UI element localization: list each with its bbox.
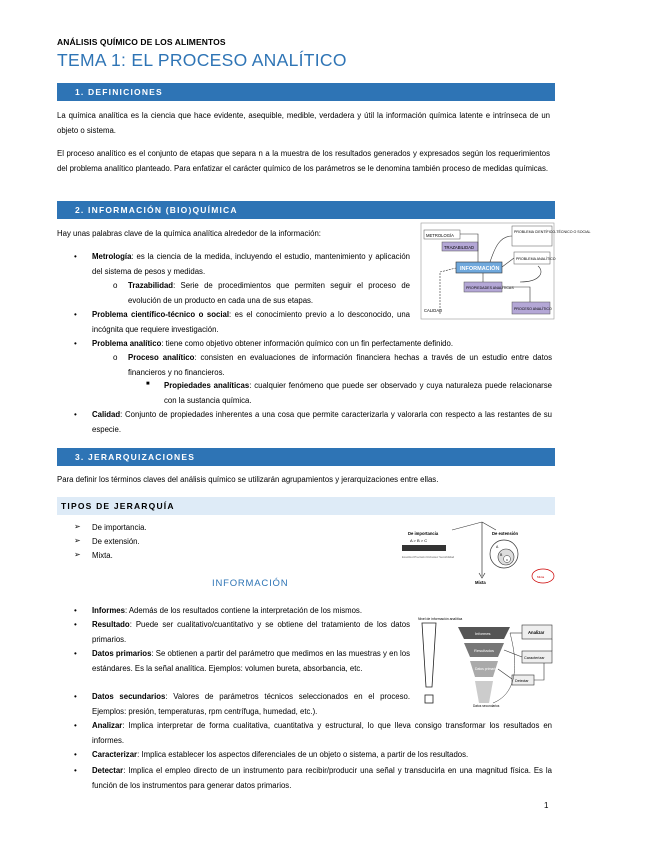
bullet-icon: •	[74, 750, 77, 759]
informacion-label: INFORMACIÓN	[460, 266, 500, 272]
problema-cientifico-label: PROBLEMA CIENTÍFICO-TÉCNICO O SOCIAL	[514, 230, 591, 234]
bullet-icon: •	[74, 252, 77, 261]
list-item: Propiedades analíticas: cualquier fenómeno que puede ser observado y cuya naturaleza puede relacionarse con la sustancia química.	[164, 381, 552, 405]
problema-cientifico-box	[512, 226, 552, 246]
bullet-icon: •	[74, 410, 77, 419]
bullet-icon: •	[74, 339, 77, 348]
circle-label-b: B	[500, 553, 503, 557]
arrow-bullet-icon: ➢	[74, 536, 81, 545]
list-item: De importancia.	[92, 523, 147, 532]
metrologia-label: METROLOGÍA	[426, 233, 454, 238]
list-item: Calidad: Conjunto de propiedades inherentes a una cosa que permite caracterizarla y valorarla con respecto a las restantes de su especie.	[92, 410, 552, 434]
arrow-bullet-icon: ➢	[74, 522, 81, 531]
document-kicker: ANÁLISIS QUÍMICO DE LOS ALIMENTOS	[57, 37, 226, 47]
list-item: Problema científico-técnico o social: es el conocimiento previo a lo desconocido, una incógnita que requiere investigación.	[92, 310, 410, 334]
paragraph-quimica-analitica: La química analítica es la ciencia que hace evidente, asequible, medible, verdadera y útil la información química latente e intrínseca de un objeto o sistema.	[57, 111, 550, 135]
list-item: Datos secundarios: Valores de parámetros técnicos seleccionados en el proceso. Ejemplos: presión, temperaturas, rpm centrífuga, humedad, etc.).	[92, 692, 411, 716]
bullet-icon: •	[74, 766, 77, 775]
bullet-icon: •	[74, 620, 77, 629]
exclamation-dot	[425, 695, 433, 703]
list-item: Problema analítico: tiene como objetivo obtener información químico con un fin perfectamente definido.	[92, 339, 454, 348]
detectar-label: Detectar	[515, 679, 529, 683]
extension-label: De extensión	[492, 531, 519, 536]
abc-label: A > B > C	[410, 538, 428, 543]
bullet-icon: •	[74, 606, 77, 615]
trazabilidad-label: TRAZABILIDAD	[444, 245, 475, 250]
caracterizar-label: Caracterizar	[524, 656, 545, 660]
calidad-label: CALIDAD	[424, 308, 443, 313]
exclamation-bar	[422, 623, 436, 687]
list-item: Analizar: Implica interpretar de forma cualitativa, cuantitativa y estructural, lo que lleva consigo transformar los resultados en informes.	[92, 721, 552, 745]
importancia-bar	[402, 545, 446, 551]
propiedades-label: PROPIEDADES ANALÍTICAS	[466, 286, 514, 290]
bullet-icon: •	[74, 692, 77, 701]
bullet-icon: •	[74, 721, 77, 730]
mixta-ellipse-label: Mixta	[537, 575, 545, 579]
datos-secundarios-band	[475, 681, 493, 703]
subheading-informacion: INFORMACIÓN	[212, 578, 289, 589]
analizar-label: Analizar	[528, 630, 545, 635]
page-number: 1	[544, 801, 549, 810]
list-item: Datos primarios: Se obtienen a partir del parámetro que medimos en las muestras y en los estándares. Es la señal analítica. Ejemplos: volumen bureta, absorbancia, etc.	[92, 649, 410, 673]
paragraph-palabras-clave: Hay unas palabras clave de la química analítica alrededor de la información:	[57, 229, 321, 238]
problema-analitico-label: PROBLEMA ANALÍTICO	[516, 257, 556, 261]
list-item: Proceso analítico: consisten en evaluaciones de información financiera hechas a través de un estudio entre datos financieros y no financieros.	[128, 353, 552, 377]
paragraph-proceso-analitico: El proceso analítico es el conjunto de etapas que separa n a la muestra de los resultados generados y expresados según los requerimientos del problema analítico planteado. Para enfatizar el carácter químico de los parámetros se le denomina también proceso de medidas químicas.	[57, 149, 550, 173]
circle-bullet-icon: o	[113, 353, 118, 362]
section-heading-informacion: 2. INFORMACIÓN (BIO)QUÍMICA	[57, 201, 555, 219]
datos-primarios-label: Datos primarios	[475, 667, 499, 671]
proceso-analitico-label: PROCESO ANALÍTICO	[514, 307, 552, 311]
informacion-pyramid-figure	[418, 613, 556, 711]
circle-label-a: A	[496, 545, 499, 549]
subheading-tipos-jerarquia: TIPOS DE JERARQUÍA	[57, 497, 555, 515]
nivel-label: Nivel de información analítica	[418, 617, 463, 621]
circle-label-c: C	[506, 558, 509, 562]
list-item: Metrología: es la ciencia de la medida, incluyendo el estudio, mantenimiento y aplicación del sistema de pesos y medidas.	[92, 252, 410, 276]
small-label: Exactitud Precisión Robustez Sensibilidad	[402, 555, 455, 559]
list-item: Caracterizar: Implica establecer los aspectos diferenciales de un objeto o sistema, a partir de los resultados.	[92, 750, 469, 759]
section-heading-jerarquizaciones: 3. JERARQUIZACIONES	[57, 448, 555, 466]
circle-bullet-icon: o	[113, 281, 118, 290]
importancia-label: De importancia	[408, 531, 439, 536]
bullet-icon: •	[74, 649, 77, 658]
page-title: TEMA 1: EL PROCESO ANALÍTICO	[57, 50, 347, 70]
bullet-icon: •	[74, 310, 77, 319]
arrow-bullet-icon: ➢	[74, 550, 81, 559]
list-item: Detectar: Implica el empleo directo de un instrumento para recibir/producir una señal y transducirla en una magnitud física. Es la función de los instrumentos para generar datos primarios.	[92, 766, 552, 790]
mixta-label: Mixta	[475, 580, 486, 585]
list-item: Mixta.	[92, 551, 113, 560]
resultados-label: Resultados	[474, 648, 495, 653]
paragraph-jerarquizaciones: Para definir los términos claves del análisis químico se utilizarán agrupamientos y jerarquizaciones entre ellas.	[57, 475, 439, 484]
square-bullet-icon: ■	[146, 381, 150, 387]
section-heading-definiciones: 1. DEFINICIONES	[57, 83, 555, 101]
list-item: Resultado: Puede ser cualitativo/cuantitativo y se obtiene del tratamiento de los datos primarios.	[92, 620, 410, 644]
list-item: Trazabilidad: Serie de procedimientos que permiten seguir el proceso de evolución de un producto en cada una de sus etapas.	[128, 281, 410, 305]
informes-label: Informes	[475, 631, 491, 636]
datos-secundarios-label: Datos secundarios	[473, 704, 500, 708]
jerarquia-figure	[396, 518, 558, 586]
list-item: Informes: Además de los resultados contiene la interpretación de los mismos.	[92, 606, 363, 615]
list-item: De extensión.	[92, 537, 140, 546]
informacion-diagram	[420, 222, 591, 320]
